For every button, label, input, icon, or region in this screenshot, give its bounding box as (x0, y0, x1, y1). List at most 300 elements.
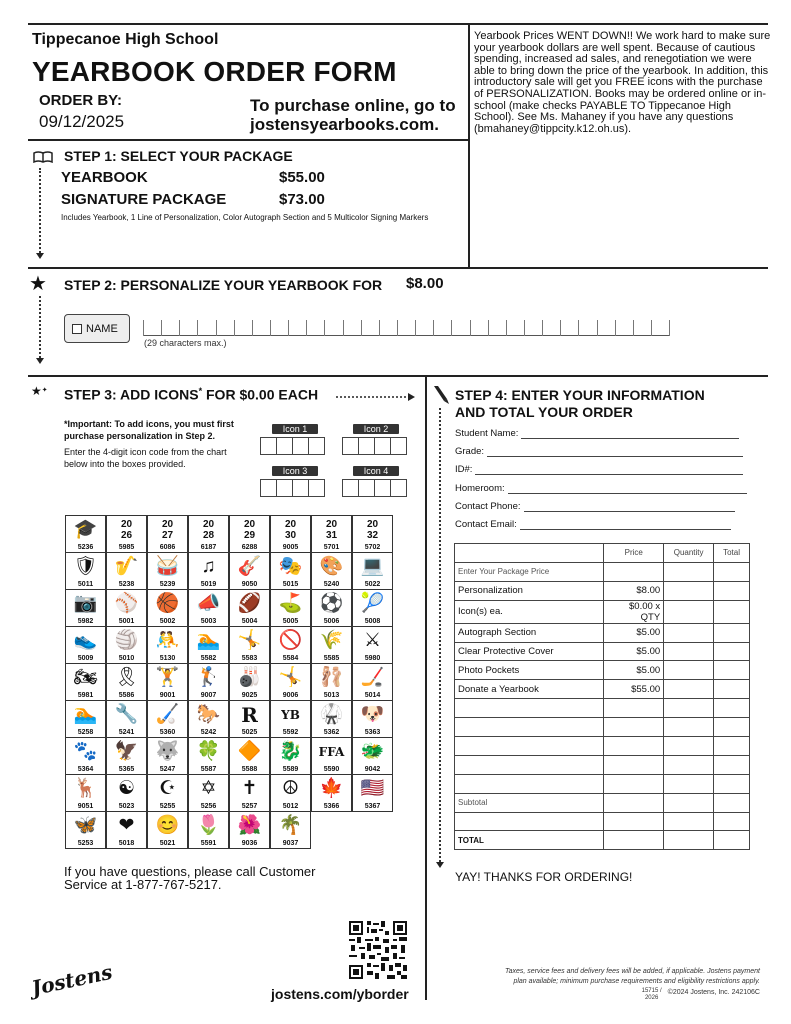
char-slot[interactable] (379, 320, 397, 336)
row-label: TOTAL (455, 831, 604, 850)
icon-glyph: 20 31 (325, 519, 338, 541)
row-price: $5.00 (604, 623, 664, 642)
char-slot[interactable] (179, 320, 197, 336)
row-quantity[interactable] (664, 699, 714, 718)
row-quantity[interactable] (664, 642, 714, 661)
icon-cell (229, 774, 270, 812)
icon-code: 5590 (323, 766, 340, 773)
icon-glyph: ☯ (117, 778, 136, 799)
icon-code: 5980 (364, 655, 381, 662)
jostens-logo: Jostens (29, 959, 115, 1001)
icon-cell (147, 515, 188, 553)
row-total[interactable] (714, 831, 750, 850)
row-quantity[interactable] (664, 718, 714, 737)
icon-glyph: 🎳 (237, 667, 262, 688)
icon2-input[interactable] (342, 437, 406, 455)
icon-cell (147, 589, 188, 627)
table-row (455, 699, 750, 718)
page-title: YEARBOOK ORDER FORM (32, 56, 397, 87)
icon-code: 5985 (118, 544, 135, 551)
icon-cell (229, 737, 270, 775)
step3-divider (425, 376, 427, 1000)
icon-code: 5362 (323, 729, 340, 736)
column-header: Quantity (664, 544, 714, 563)
icon-code: 6187 (200, 544, 217, 551)
icon-glyph: 🌴 (278, 815, 303, 836)
name-checkbox[interactable] (64, 314, 130, 343)
row-price: $5.00 (604, 661, 664, 680)
icon-cell (147, 811, 188, 849)
icon-glyph: 🛡 (73, 556, 98, 577)
row-total[interactable] (714, 581, 750, 600)
icon-code: 5009 (77, 655, 94, 662)
icon-cell (147, 552, 188, 590)
step2-rule (28, 375, 768, 377)
char-slot[interactable] (252, 320, 270, 336)
icon-code: 5012 (282, 803, 299, 810)
icon-cell (147, 774, 188, 812)
char-slot[interactable] (633, 320, 651, 336)
char-slot[interactable] (615, 320, 633, 336)
row-quantity[interactable] (664, 774, 714, 793)
char-slot[interactable] (470, 320, 488, 336)
row-price (604, 562, 664, 581)
char-slot[interactable] (560, 320, 578, 336)
step3-heading (64, 386, 318, 403)
row-quantity[interactable] (664, 831, 714, 850)
order-table (454, 543, 750, 850)
icon-code: 5256 (200, 803, 217, 810)
pen-icon (431, 385, 451, 410)
icon-cell (229, 811, 270, 849)
icon-cell (352, 552, 393, 590)
info-field-input[interactable] (521, 438, 738, 439)
icon-glyph: 🎭 (278, 556, 303, 577)
icon-cell (106, 626, 147, 664)
row-total[interactable] (714, 600, 750, 623)
package-signature-name[interactable]: SIGNATURE PACKAGE (61, 191, 227, 208)
row-price: $8.00 (604, 581, 664, 600)
icon-code: 5592 (282, 729, 299, 736)
info-field-input[interactable] (487, 456, 743, 457)
icon-cell (106, 737, 147, 775)
form-code-2: 2026 (644, 995, 659, 1001)
icon-cell (229, 589, 270, 627)
icon-code: 5585 (323, 655, 340, 662)
icon-code: 5364 (77, 766, 94, 773)
row-price (604, 737, 664, 756)
icon-glyph: 🐾 (73, 741, 98, 762)
order-table-header (455, 544, 750, 563)
icon-glyph: 🏍 (73, 667, 98, 688)
icon-glyph: 📷 (73, 593, 98, 614)
info-field (455, 519, 731, 530)
row-quantity[interactable] (664, 680, 714, 699)
icon3-label: Icon 3 (272, 466, 318, 476)
icon-cell (188, 552, 229, 590)
column-header: Total (714, 544, 750, 563)
qr-code[interactable] (349, 921, 407, 979)
char-slot[interactable] (506, 320, 524, 336)
char-slot[interactable] (488, 320, 506, 336)
table-row (455, 755, 750, 774)
icon-glyph: 🎗 (114, 667, 139, 688)
row-total[interactable] (714, 774, 750, 793)
icon-glyph: 💻 (360, 556, 385, 577)
row-total[interactable] (714, 718, 750, 737)
personalization-input[interactable] (143, 320, 670, 336)
icon-cell (65, 626, 106, 664)
order-by-label: ORDER BY: (39, 92, 123, 109)
row-quantity[interactable] (664, 755, 714, 774)
char-slot[interactable] (343, 320, 361, 336)
row-price (604, 793, 664, 812)
row-total[interactable] (714, 562, 750, 581)
icon-code: 5982 (77, 618, 94, 625)
icon-code: 5238 (118, 581, 135, 588)
icon-glyph: 🦋 (73, 815, 98, 836)
row-label: Donate a Yearbook (455, 680, 604, 699)
step2-price: $8.00 (406, 275, 444, 292)
row-total[interactable] (714, 642, 750, 661)
icon-code: 5022 (364, 581, 381, 588)
icon-glyph: 👟 (73, 630, 98, 651)
arrow-right-icon (336, 389, 416, 399)
icon-code: 5366 (323, 803, 340, 810)
char-slot[interactable] (288, 320, 306, 336)
icon-glyph: 🐺 (155, 741, 180, 762)
table-row (455, 774, 750, 793)
icon-cell (188, 515, 229, 553)
row-total[interactable] (714, 755, 750, 774)
package-yearbook-price: $55.00 (279, 169, 325, 186)
icon-cell (352, 737, 393, 775)
important-note: *Important: To add icons, you must first purchase personalization in Step 2. (64, 419, 234, 441)
icon-code: 9051 (77, 803, 94, 810)
icon-cell (270, 663, 311, 701)
icon-cell (106, 700, 147, 738)
row-price (604, 831, 664, 850)
icon-glyph: FFA (318, 745, 345, 759)
icon-cell (106, 663, 147, 701)
icon-code: 9001 (159, 692, 176, 699)
checkbox-square[interactable] (72, 324, 82, 334)
table-row (455, 642, 750, 661)
icon-glyph: 📣 (196, 593, 221, 614)
icon-code: 5025 (241, 729, 258, 736)
row-price (604, 812, 664, 831)
char-slot[interactable] (542, 320, 560, 336)
icon-glyph: 20 28 (202, 519, 215, 541)
step3-heading-text: STEP 3: ADD ICONS (64, 386, 199, 403)
icon-code: 5365 (118, 766, 135, 773)
icon-cell (311, 552, 352, 590)
row-label (455, 737, 604, 756)
icon3-input[interactable] (260, 479, 324, 497)
step4-heading-2: AND TOTAL YOUR ORDER (455, 404, 633, 420)
icon-code: 5014 (364, 692, 381, 699)
info-field-label: Grade: (455, 446, 485, 458)
package-yearbook-name[interactable]: YEARBOOK (61, 169, 148, 186)
icon-glyph: 🚫 (278, 630, 303, 651)
icon-cell (65, 515, 106, 553)
icon-glyph: 🏑 (155, 704, 180, 725)
char-slot[interactable] (578, 320, 596, 336)
step4-arrow-icon (436, 862, 444, 868)
table-row (455, 812, 750, 831)
icon-glyph: 🎷 (114, 556, 139, 577)
icon-glyph: 🤸 (278, 667, 303, 688)
icon-glyph: 🌺 (237, 815, 262, 836)
table-row (455, 661, 750, 680)
step4-heading-1: STEP 4: ENTER YOUR INFORMATION (455, 387, 705, 403)
icon-cell (270, 552, 311, 590)
row-quantity[interactable] (664, 793, 714, 812)
icon-cell (106, 774, 147, 812)
icon-cell (106, 552, 147, 590)
char-slot[interactable] (597, 320, 615, 336)
online-instructions (250, 96, 456, 134)
icon-cell (352, 663, 393, 701)
icon-glyph: ✝ (241, 778, 258, 799)
icon-glyph: 🏒 (360, 667, 385, 688)
legal-text (484, 967, 760, 1002)
icon-code: 5013 (323, 692, 340, 699)
row-label: Subtotal (455, 793, 604, 812)
char-slot[interactable] (324, 320, 342, 336)
icon-code: 5255 (159, 803, 176, 810)
legal-line-2: plan available; minimum purchase requirements and eligibility restrictions apply. (513, 978, 760, 985)
icon-cell (352, 774, 393, 812)
icon-cell (229, 515, 270, 553)
row-label: Photo Pockets (455, 661, 604, 680)
copyright: ©2024 Jostens, Inc. 242106C (667, 989, 760, 996)
icon-code: 5010 (118, 655, 135, 662)
footer-url[interactable]: jostens.com/yborder (271, 986, 409, 1002)
column-header (455, 544, 604, 563)
row-price (604, 718, 664, 737)
info-field-input[interactable] (508, 493, 748, 494)
step2-arrow-icon (36, 358, 44, 364)
legal-line-1: Taxes, service fees and delivery fees will be added, if applicable. Jostens payment (505, 968, 760, 975)
name-label: NAME (86, 322, 118, 335)
icon4-input[interactable] (342, 479, 406, 497)
icon-glyph: 🐎 (196, 704, 221, 725)
row-quantity[interactable] (664, 812, 714, 831)
icon-cell (106, 589, 147, 627)
icon-code: 5586 (118, 692, 135, 699)
icon-code: 6086 (159, 544, 176, 551)
icon-code: 9007 (200, 692, 217, 699)
row-total[interactable] (714, 680, 750, 699)
row-price: $0.00 x QTY (604, 600, 664, 623)
icon-cell (311, 737, 352, 775)
icon-cell (229, 626, 270, 664)
icon-glyph: ⚽ (319, 593, 344, 614)
char-slot[interactable] (216, 320, 234, 336)
icon-cell (106, 811, 147, 849)
icon-cell (270, 515, 311, 553)
row-price: $55.00 (604, 680, 664, 699)
icon-cell (65, 589, 106, 627)
row-quantity[interactable] (664, 581, 714, 600)
char-slot[interactable] (143, 320, 161, 336)
icon-glyph: 🌾 (319, 630, 344, 651)
icon-glyph: 🎾 (360, 593, 385, 614)
icon-glyph: ⛳ (278, 593, 303, 614)
icon-cell (188, 589, 229, 627)
star-icon: ★ (29, 273, 47, 295)
icon-code: 9025 (241, 692, 258, 699)
char-slot[interactable] (361, 320, 379, 336)
icon2-label: Icon 2 (353, 424, 399, 434)
row-total[interactable] (714, 623, 750, 642)
icon-cell (311, 626, 352, 664)
step3-heading-for: FOR (202, 386, 240, 403)
step2-dotted-line (39, 296, 41, 358)
icon-cell (65, 737, 106, 775)
icon-cell (270, 589, 311, 627)
row-quantity[interactable] (664, 661, 714, 680)
header-rule (28, 139, 469, 141)
icon-glyph: 20 30 (284, 519, 297, 541)
thanks-message: YAY! THANKS FOR ORDERING! (455, 870, 633, 884)
step3-heading-star: * (198, 386, 203, 396)
info-field-input[interactable] (520, 529, 732, 530)
icon-cell (188, 737, 229, 775)
row-quantity[interactable] (664, 600, 714, 623)
icon-cell (106, 515, 147, 553)
icon-glyph: 🌷 (196, 815, 221, 836)
icon-cell (352, 626, 393, 664)
icon1-label: Icon 1 (272, 424, 318, 434)
table-row (455, 793, 750, 812)
info-field-label: Contact Email: (455, 519, 517, 530)
icon-glyph: 🎨 (319, 556, 344, 577)
icon-cell (270, 700, 311, 738)
icon-code: 5257 (241, 803, 258, 810)
icon-glyph: 🏊 (73, 704, 98, 725)
char-slot[interactable] (524, 320, 542, 336)
icon-glyph: 🥋 (319, 704, 344, 725)
icon-glyph: ☪ (158, 778, 177, 799)
icon-glyph: ❤ (118, 815, 135, 836)
table-row (455, 718, 750, 737)
icon-cell (65, 774, 106, 812)
icon-code: 5011 (77, 581, 94, 588)
info-field-label: Homeroom: (455, 482, 505, 494)
icon-cell (352, 589, 393, 627)
icon-code: 5005 (282, 618, 299, 625)
row-label (455, 812, 604, 831)
icon-code: 5130 (159, 655, 176, 662)
icon-glyph: 😊 (155, 815, 180, 836)
package-signature-price: $73.00 (279, 191, 325, 208)
char-slot[interactable] (234, 320, 252, 336)
char-slot[interactable] (306, 320, 324, 336)
icon-code: 5002 (159, 618, 176, 625)
order-by-date: 09/12/2025 (39, 112, 125, 131)
icon-glyph: 🦌 (73, 778, 98, 799)
info-field (455, 446, 743, 457)
icon-code: 5015 (282, 581, 299, 588)
icon-code: 5239 (159, 581, 176, 588)
icon-glyph: 20 32 (366, 519, 379, 541)
row-label: Icon(s) ea. (455, 600, 604, 623)
icon-cell (229, 700, 270, 738)
book-icon (33, 150, 53, 168)
icon-code: 5360 (159, 729, 176, 736)
icon-code: 5019 (200, 581, 217, 588)
icon-glyph: 🔶 (237, 741, 262, 762)
table-row (455, 581, 750, 600)
icon-glyph: 🏀 (155, 593, 180, 614)
icon-code: 5247 (159, 766, 176, 773)
icon-code: 9050 (241, 581, 258, 588)
icon-code: 9037 (282, 840, 299, 847)
icon-glyph: ✡ (200, 778, 217, 799)
row-total[interactable] (714, 699, 750, 718)
icon1-input[interactable] (260, 437, 324, 455)
row-quantity[interactable] (664, 623, 714, 642)
icon-glyph: 🤼 (155, 630, 180, 651)
step1-rule (28, 267, 768, 269)
icon-code: 5702 (364, 544, 381, 551)
icon-glyph: YB (281, 708, 300, 722)
row-label: Personalization (455, 581, 604, 600)
char-slot[interactable] (651, 320, 670, 336)
icon-cell (311, 589, 352, 627)
info-field-input[interactable] (524, 511, 736, 512)
icon-code: 5591 (200, 840, 217, 847)
step3-price: $0.00 (239, 386, 275, 403)
info-field-input[interactable] (475, 474, 743, 475)
char-slot[interactable] (397, 320, 415, 336)
info-field (455, 501, 735, 512)
icon-glyph: 🎸 (237, 556, 262, 577)
step2-heading: STEP 2: PERSONALIZE YOUR YEARBOOK FOR (64, 277, 383, 293)
icon-code: 5587 (200, 766, 217, 773)
icon-code: 9006 (282, 692, 299, 699)
row-total[interactable] (714, 737, 750, 756)
icon4-label: Icon 4 (353, 466, 399, 476)
char-slot[interactable] (433, 320, 451, 336)
icon-cell (270, 737, 311, 775)
icon-code: 5981 (77, 692, 94, 699)
table-row (455, 680, 750, 699)
row-total[interactable] (714, 793, 750, 812)
row-quantity[interactable] (664, 737, 714, 756)
icon-glyph: 20 27 (161, 519, 174, 541)
char-slot[interactable] (451, 320, 469, 336)
icon-cell (147, 663, 188, 701)
icon-glyph: 🦅 (114, 741, 139, 762)
icon-cell (270, 811, 311, 849)
char-slot[interactable] (270, 320, 288, 336)
row-quantity[interactable] (664, 562, 714, 581)
online-url[interactable]: jostensyearbooks.com. (250, 115, 439, 134)
row-total[interactable] (714, 661, 750, 680)
row-total[interactable] (714, 812, 750, 831)
icon-cell (229, 663, 270, 701)
icon-code: 9005 (282, 544, 299, 551)
char-slot[interactable] (197, 320, 215, 336)
char-slot[interactable] (161, 320, 179, 336)
info-field-label: Contact Phone: (455, 500, 521, 512)
char-slot[interactable] (415, 320, 433, 336)
package-note: Includes Yearbook, 1 Line of Personalization, Color Autograph Section and 5 Multicolor Signing Markers (61, 213, 429, 222)
icon-cell (352, 700, 393, 738)
